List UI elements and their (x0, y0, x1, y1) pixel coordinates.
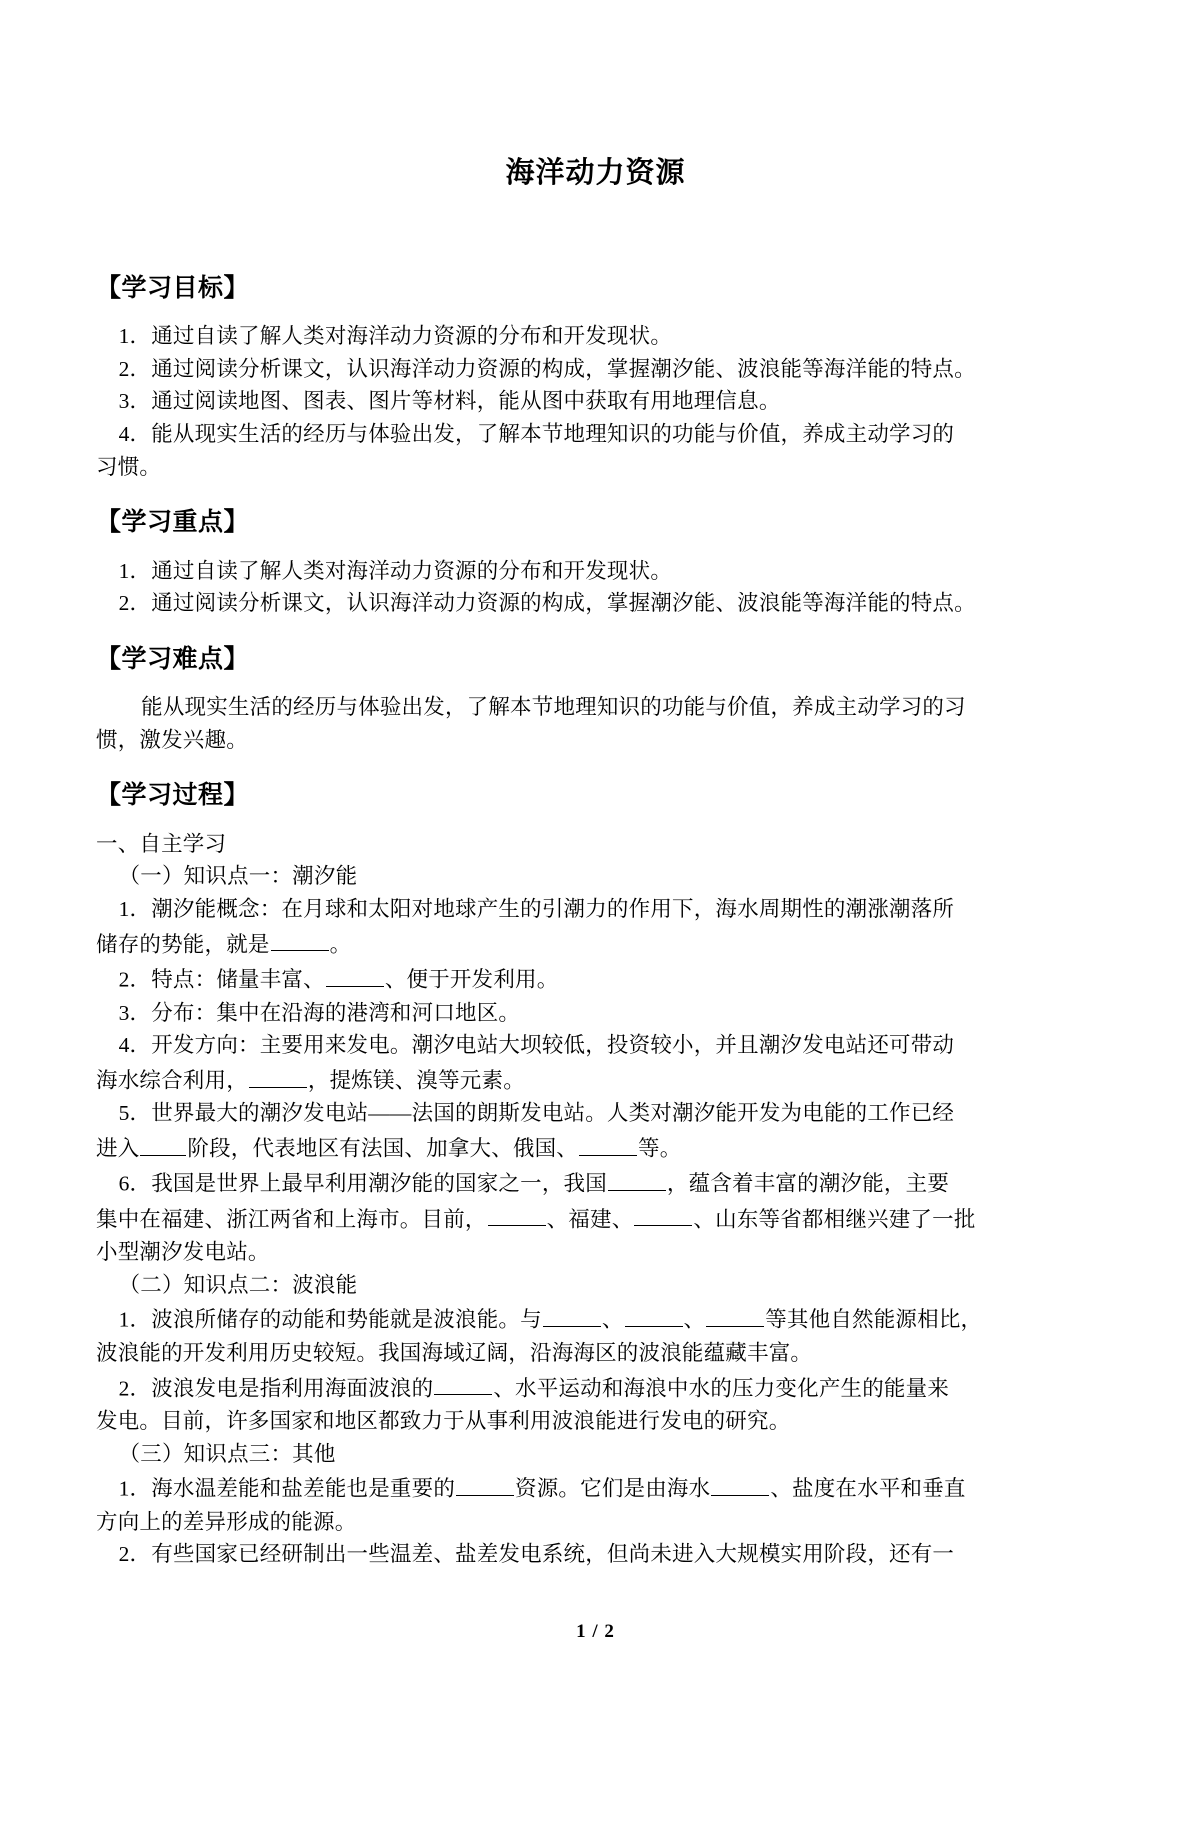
kp1-item-4-text-after: ，提炼镁、溴等元素。 (307, 1068, 525, 1093)
kp1-item-5-line-1: 5．世界最大的潮汐发电站——法国的朗斯发电站。人类对潮汐能开发为电能的工作已经 (118, 1101, 955, 1126)
fill-blank-energy-source-2[interactable] (625, 1301, 683, 1327)
kp2-item-2-text-b: 、水平运动和海浪中水的压力变化产生的能量来 (493, 1376, 950, 1401)
fill-blank-province-1[interactable] (488, 1201, 546, 1227)
key-points-list (96, 555, 1095, 620)
objectives-item-1: 1．通过自读了解人类对海洋动力资源的分布和开发现状。 (118, 323, 673, 348)
kp2-item-2-text-a: 2．波浪发电是指利用海面波浪的 (118, 1376, 434, 1401)
objectives-item-3: 3．通过阅读地图、图表、图片等材料，能从图中获取有用地理信息。 (118, 389, 781, 414)
kp1-item-2-text-after: 、便于开发利用。 (384, 967, 559, 992)
fill-blank-seawater-use[interactable] (249, 1062, 307, 1088)
page-number-footer: 1 / 2 (576, 1621, 615, 1642)
kp2-item-2-line-1 (96, 1370, 1095, 1405)
fill-blank-energy-source-3[interactable] (706, 1301, 764, 1327)
kp2-item-1-line-1 (96, 1301, 1095, 1336)
document-page (0, 155, 1191, 1839)
kp1-item-3: 3．分布：集中在沿海的港湾和河口地区。 (118, 1000, 521, 1025)
kp3-item-1-line-1 (96, 1470, 1095, 1505)
kp1-item-4-text-before: 海水综合利用， (96, 1068, 248, 1093)
kp2-item-1-line-2: 波浪能的开发利用历史较短。我国海域辽阔，沿海海区的波浪能蕴藏丰富。 (96, 1340, 813, 1365)
kp3-item-1-text-a: 1．海水温差能和盐差能也是重要的 (118, 1476, 456, 1501)
fill-blank-province-2[interactable] (634, 1201, 692, 1227)
fill-blank-china-coastline[interactable] (608, 1165, 666, 1191)
fill-blank-resource-type[interactable] (456, 1470, 514, 1496)
key-points-item-1: 1．通过自读了解人类对海洋动力资源的分布和开发现状。 (118, 558, 673, 583)
section-heading-key-points: 【学习重点】 (96, 509, 250, 537)
kp3-item-1-text-b: 资源。它们是由海水 (515, 1476, 711, 1501)
knowledge-point-2-label: （二）知识点二：波浪能 (118, 1272, 358, 1297)
kp2-item-2-line-2: 发电。目前，许多国家和地区都致力于从事利用波浪能进行发电的研究。 (96, 1408, 791, 1433)
objectives-list (96, 320, 1095, 483)
section-heading-process: 【学习过程】 (96, 782, 250, 810)
fill-blank-wave-motion[interactable] (434, 1370, 492, 1396)
knowledge-point-3-label: （三）知识点三：其他 (118, 1441, 336, 1466)
kp1-item-4-line-2 (96, 1062, 1095, 1097)
kp1-item-6-line-2 (96, 1201, 1095, 1236)
kp1-item-6-text-d: 、福建、 (546, 1207, 634, 1232)
kp3-item-1-text-c: 、盐度在水平和垂直 (770, 1476, 966, 1501)
difficulties-paragraph-line-1: 能从现实生活的经历与体验出发，了解本节地理知识的功能与价值，养成主动学习的习 (141, 695, 966, 720)
kp1-item-1-text-after: 。 (329, 932, 352, 957)
kp1-item-6-line-3: 小型潮汐发电站。 (96, 1240, 270, 1265)
objectives-item-2: 2．通过阅读分析课文，认识海洋动力资源的构成，掌握潮汐能、波浪能等海洋能的特点。 (118, 356, 976, 381)
kp2-item-1-text-a: 1．波浪所储存的动能和势能就是波浪能。与 (118, 1308, 542, 1333)
kp1-item-6-line-1 (96, 1165, 1095, 1200)
fill-blank-tidal-concept[interactable] (271, 926, 329, 952)
fill-blank-development-stage[interactable] (140, 1130, 186, 1156)
kp1-item-2 (96, 961, 1095, 996)
fill-blank-energy-source-1[interactable] (543, 1301, 601, 1327)
process-part-one: 一、自主学习 (96, 831, 227, 856)
kp3-item-2-line-1: 2．有些国家已经研制出一些温差、盐差发电系统，但尚未进入大规模实用阶段，还有一 (118, 1542, 955, 1567)
kp1-item-5-text-b: 阶段，代表地区有法国、加拿大、俄国、 (187, 1136, 579, 1161)
kp1-item-5-text-c: 等。 (638, 1136, 682, 1161)
kp1-item-2-text-before: 2．特点：储量丰富、 (118, 967, 325, 992)
kp2-item-1-text-d: 等其他自然能源相比， (765, 1308, 983, 1333)
kp1-item-1-text-before: 储存的势能，就是 (96, 932, 270, 957)
section-heading-difficulties: 【学习难点】 (96, 645, 250, 673)
kp1-item-4-line-1: 4．开发方向：主要用来发电。潮汐电站大坝较低，投资较小，并且潮汐发电站还可带动 (118, 1033, 955, 1058)
kp1-item-5-text-a: 进入 (96, 1136, 140, 1161)
kp2-item-1-text-b: 、 (601, 1308, 624, 1333)
knowledge-point-1-label: （一）知识点一：潮汐能 (118, 864, 358, 889)
fill-blank-representative-country[interactable] (579, 1130, 637, 1156)
difficulties-paragraph-line-2: 惯，激发兴趣。 (96, 727, 248, 752)
kp1-item-1-line-2 (96, 926, 1095, 961)
kp1-item-1-line-1: 1．潮汐能概念：在月球和太阳对地球产生的引潮力的作用下，海水周期性的潮涨潮落所 (118, 897, 955, 922)
key-points-item-2: 2．通过阅读分析课文，认识海洋动力资源的构成，掌握潮汐能、波浪能等海洋能的特点。 (118, 591, 976, 616)
fill-blank-seawater-property[interactable] (711, 1470, 769, 1496)
kp1-item-6-text-e: 、山东等省都相继兴建了一批 (693, 1207, 976, 1232)
kp1-item-6-text-b: ，蕴含着丰富的潮汐能，主要 (666, 1172, 950, 1197)
fill-blank-tidal-feature[interactable] (326, 961, 384, 987)
objectives-item-4-continued: 习惯。 (96, 454, 162, 479)
kp2-item-1-text-c: 、 (683, 1308, 706, 1333)
kp3-item-1-line-2: 方向上的差异形成的能源。 (96, 1509, 357, 1534)
section-heading-objectives: 【学习目标】 (96, 274, 250, 302)
objectives-item-4: 4．能从现实生活的经历与体验出发，了解本节地理知识的功能与价值，养成主动学习的 (118, 421, 955, 446)
kp1-item-6-text-a: 6．我国是世界上最早利用潮汐能的国家之一，我国 (118, 1172, 607, 1197)
kp1-item-5-line-2 (96, 1130, 1095, 1165)
page-title: 海洋动力资源 (505, 157, 686, 189)
kp1-item-6-text-c: 集中在福建、浙江两省和上海市。目前， (96, 1207, 487, 1232)
